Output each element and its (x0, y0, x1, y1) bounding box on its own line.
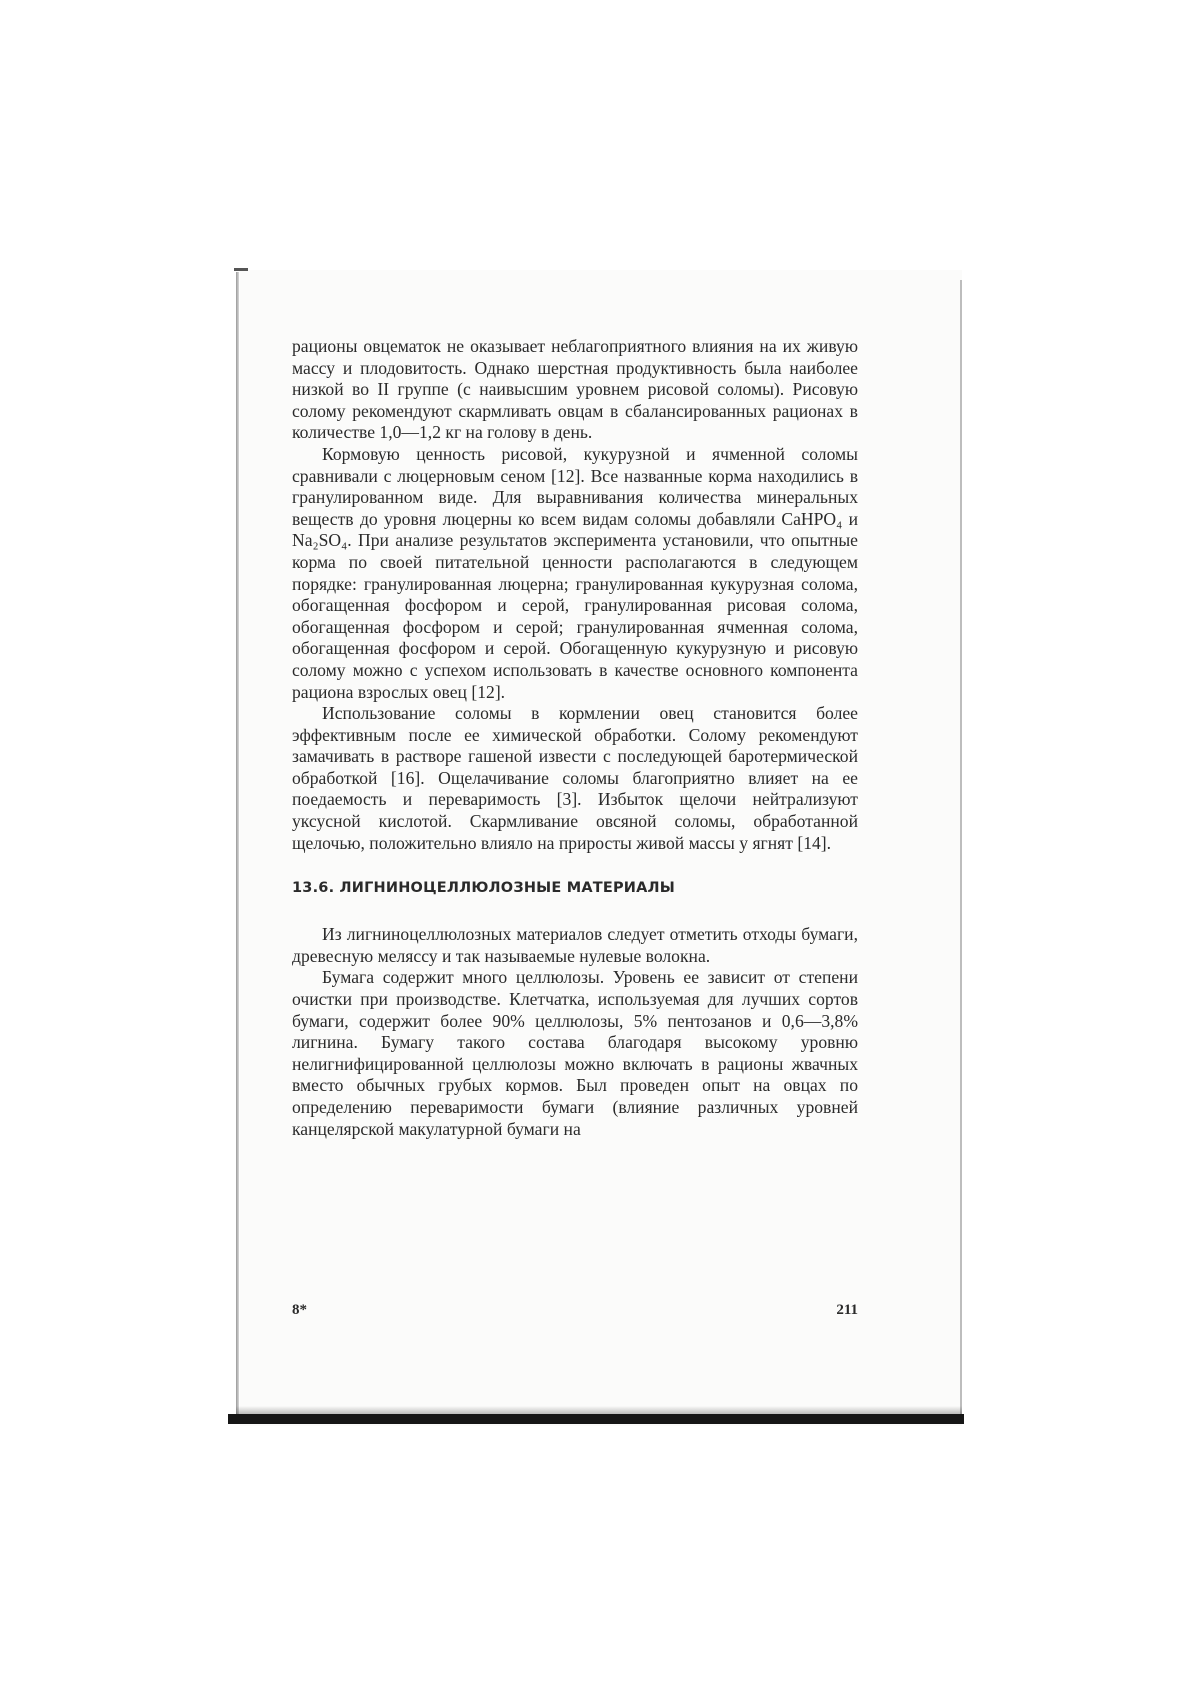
paragraph: Из лигниноцеллюлозных материалов следует отметить отходы бумаги, древесную меляссу и так называемые нулевые волокна. (292, 924, 858, 966)
paragraph: рационы овцематок не оказывает неблагоприятного влияния на их живую массу и плодовитость. Однако шерстная продуктивность была наиболее низкой во II группе (с наивысшим уровнем рисовой соломы). Рисовую солому рекомендуют скармливать овцам в сбалансированных рационах в количестве 1,0—1,2 кг на голову в день. (292, 336, 858, 443)
signature-mark: 8* (292, 1302, 307, 1318)
paragraph: Бумага содержит много целлюлозы. Уровень ее зависит от степени очистки при производстве. Клетчатка, используемая для лучших сортов бумаги, содержит более 90% целлюлозы, 5% пентозанов и 0,6—3,8% лигнина. Бумагу такого состава благодаря высокому уровню нелигнифицированной целлюлозы можно включать в рационы жвачных вместо обычных грубых кормов. Был проведен опыт на овцах по определению переваримости бумаги (влияние различных уровней канцелярской макулатурной бумаги на (292, 967, 858, 1139)
body-text (292, 336, 858, 1140)
page-number: 211 (836, 1302, 858, 1318)
section-heading: 13.6. ЛИГНИНОЦЕЛЛЮЛОЗНЫЕ МАТЕРИАЛЫ (292, 880, 676, 897)
page-bottom-edge (228, 1414, 964, 1424)
page-bottom-shadow (236, 1406, 962, 1414)
paragraph: Использование соломы в кормлении овец становится более эффективным после ее химической обработки. Солому рекомендуют замачивать в растворе гашеной извести с последующей баротермической обработкой [16]. Ощелачивание соломы благоприятно влияет на ее поедаемость и переваримость [3]. Избыток щелочи нейтрализуют уксусной кислотой. Скармливание овсяной соломы, обработанной щелочью, положительно влияло на приросты живой массы у ягнят [14]. (292, 703, 858, 853)
page-corner-mark (234, 268, 248, 271)
page-left-edge (236, 272, 239, 1424)
paragraph: Кормовую ценность рисовой, кукурузной и ячменной соломы сравнивали с люцерновым сеном [12]. Все названные корма находились в гранулированном виде. Для выравнивания количества минеральных веществ до уровня люцерны ко всем видам соломы добавляли CaHPO₄ и Na₂SO₄. При анализе результатов эксперимента установили, что опытные корма по своей питательной ценности располагаются в следующем порядке: гранулированная люцерна; гранулированная кукурузная солома, обогащенная фосфором и серой, гранулированная рисовая солома, обогащенная фосфором и серой; гранулированная ячменная солома, обогащенная фосфором и серой. Обогащенную кукурузную и рисовую солому можно с успехом использовать в качестве основного компонента рациона взрослых овец [12]. (292, 443, 858, 702)
page-right-edge (960, 280, 962, 1420)
